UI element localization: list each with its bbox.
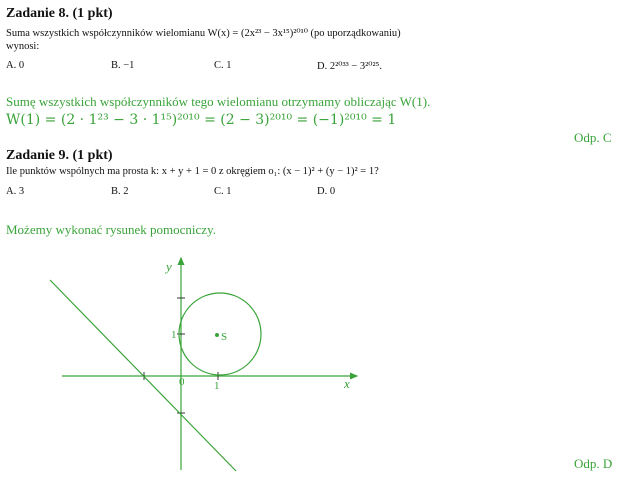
center-point	[215, 333, 219, 337]
circle-o1	[179, 293, 261, 375]
solution8-answer: Odp. C	[574, 130, 612, 145]
task9-question: Ile punktów wspólnych ma prosta k: x + y + 1 = 0 z okręgiem o₁: (x − 1)² + (y − 1)² = 1?	[6, 166, 379, 177]
origin-label: 0	[179, 376, 185, 388]
task8-option-b: B. −1	[111, 60, 135, 71]
task8-question-line2: wynosi:	[6, 41, 40, 52]
task8-question-line1: Suma wszystkich współczynników wielomianu W(x) = (2x²³ − 3x¹⁵)²⁰¹⁰ (po uporządkowaniu)	[6, 28, 401, 39]
task9-title: Zadanie 9. (1 pkt)	[6, 148, 113, 163]
solution9-text: Możemy wykonać rysunek pomocniczy.	[6, 222, 216, 237]
y-tick-label: 1	[171, 329, 177, 341]
y-axis-label: y	[166, 259, 172, 274]
task9-option-c: C. 1	[214, 186, 232, 197]
task8-option-a: A. 0	[6, 60, 25, 71]
solution9-answer: Odp. D	[574, 456, 613, 471]
x-tick-label: 1	[214, 380, 220, 392]
center-label: S	[221, 331, 228, 343]
task8-title: Zadanie 8. (1 pkt)	[6, 6, 113, 21]
solution8-text: Sumę wszystkich współczynników tego wielomianu otrzymamy obliczając W(1).	[6, 94, 431, 109]
task8-option-d: D. 2²⁰³³ − 3²⁰²⁵.	[317, 61, 382, 72]
task9-option-b: B. 2	[111, 186, 129, 197]
task9-option-d: D. 0	[317, 186, 336, 197]
x-axis-label: x	[344, 376, 350, 391]
solution8-formula: W(1) = (2 · 1²³ − 3 · 1¹⁵)²⁰¹⁰ = (2 − 3)²⁰¹⁰ = (−1)²⁰¹⁰ = 1	[6, 112, 397, 128]
task9-option-a: A. 3	[6, 186, 25, 197]
task8-option-c: C. 1	[214, 60, 232, 71]
